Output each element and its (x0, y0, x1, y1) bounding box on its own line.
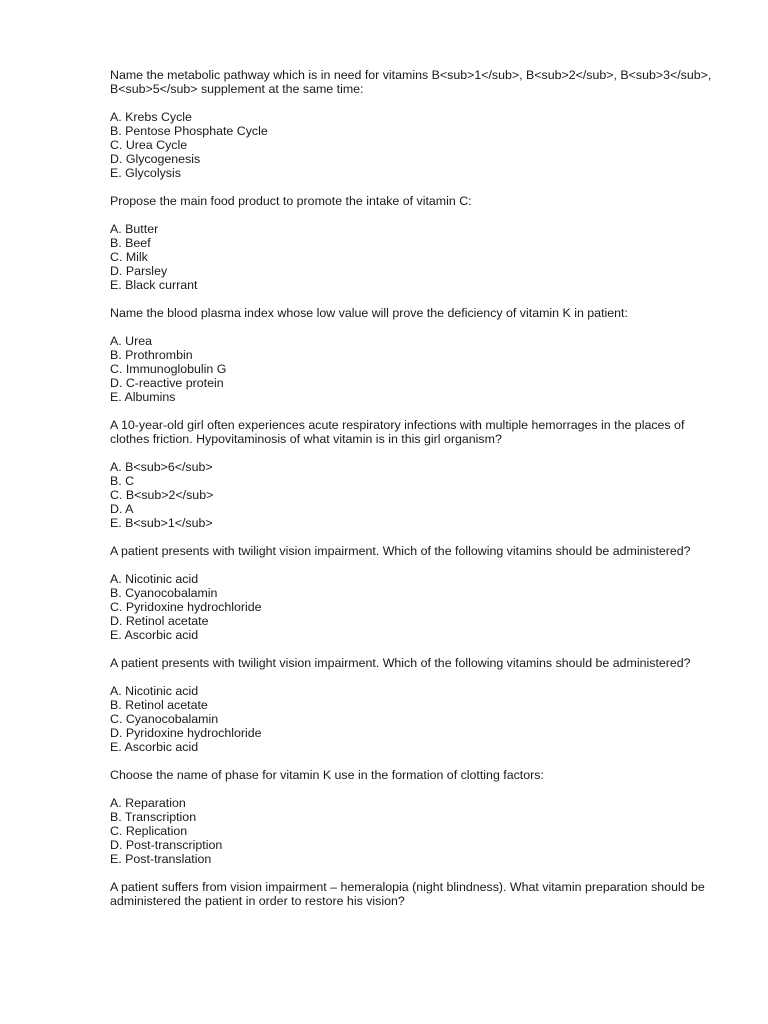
answer-option: E. Glycolysis (110, 166, 181, 180)
question-3 (110, 306, 720, 404)
answer-option: B. Retinol acetate (110, 698, 208, 712)
answer-option: C. Pyridoxine hydrochloride (110, 600, 262, 614)
question-5 (110, 544, 720, 642)
question-stem: Propose the main food product to promote the intake of vitamin C: (110, 194, 472, 208)
question-stem: Choose the name of phase for vitamin K use in the formation of clotting factors: (110, 768, 544, 782)
answer-option: E. Ascorbic acid (110, 628, 199, 642)
answer-option: B. Cyanocobalamin (110, 586, 218, 600)
answer-options (110, 572, 720, 642)
question-4 (110, 418, 720, 530)
answer-option: D. Glycogenesis (110, 152, 201, 166)
answer-option: D. Pyridoxine hydrochloride (110, 726, 262, 740)
answer-option: D. C-reactive protein (110, 376, 224, 390)
question-stem: Name the metabolic pathway which is in need for vitamins B<sub>1</sub>, B<sub>2</sub>, B<sub>3</sub>, B<sub>5</sub> supplement at the same time: (110, 68, 712, 96)
answer-option: D. Parsley (110, 264, 168, 278)
answer-option: B. Pentose Phosphate Cycle (110, 124, 268, 138)
answer-option: E. Post-translation (110, 852, 212, 866)
question-8 (110, 880, 720, 908)
answer-option: A. Reparation (110, 796, 186, 810)
answer-options (110, 334, 720, 404)
answer-option: A. Nicotinic acid (110, 572, 199, 586)
document-page (110, 68, 720, 922)
answer-option: B. C (110, 474, 135, 488)
answer-options (110, 684, 720, 754)
answer-option: C. Immunoglobulin G (110, 362, 227, 376)
question-stem: A patient suffers from vision impairment – hemeralopia (night blindness). What vitamin preparation should be administered the patient in order to restore his vision? (110, 880, 705, 908)
answer-option: E. B<sub>1</sub> (110, 516, 213, 530)
answer-option: A. B<sub>6</sub> (110, 460, 213, 474)
answer-option: E. Black currant (110, 278, 198, 292)
answer-option: B. Prothrombin (110, 348, 193, 362)
question-stem: Name the blood plasma index whose low value will prove the deficiency of vitamin K in patient: (110, 306, 628, 320)
answer-option: C. Replication (110, 824, 188, 838)
question-stem: A 10-year-old girl often experiences acute respiratory infections with multiple hemorrages in the places of clothes friction. Hypovitaminosis of what vitamin is in this girl organism? (110, 418, 685, 446)
answer-option: E. Albumins (110, 390, 176, 404)
answer-option: A. Butter (110, 222, 159, 236)
answer-options (110, 796, 720, 866)
answer-option: C. B<sub>2</sub> (110, 488, 214, 502)
answer-option: D. Post-transcription (110, 838, 223, 852)
answer-option: E. Ascorbic acid (110, 740, 199, 754)
answer-option: C. Cyanocobalamin (110, 712, 219, 726)
question-6 (110, 656, 720, 754)
answer-option: C. Urea Cycle (110, 138, 188, 152)
answer-option: A. Nicotinic acid (110, 684, 199, 698)
question-1 (110, 68, 720, 180)
question-2 (110, 194, 720, 292)
answer-options (110, 222, 720, 292)
answer-options (110, 110, 720, 180)
answer-option: A. Krebs Cycle (110, 110, 192, 124)
question-7 (110, 768, 720, 866)
question-stem: A patient presents with twilight vision impairment. Which of the following vitamins should be administered? (110, 544, 691, 558)
question-stem: A patient presents with twilight vision impairment. Which of the following vitamins should be administered? (110, 656, 691, 670)
answer-option: D. Retinol acetate (110, 614, 209, 628)
answer-option: B. Beef (110, 236, 151, 250)
answer-option: D. A (110, 502, 134, 516)
answer-option: B. Transcription (110, 810, 197, 824)
answer-option: C. Milk (110, 250, 148, 264)
answer-options (110, 460, 720, 530)
answer-option: A. Urea (110, 334, 153, 348)
